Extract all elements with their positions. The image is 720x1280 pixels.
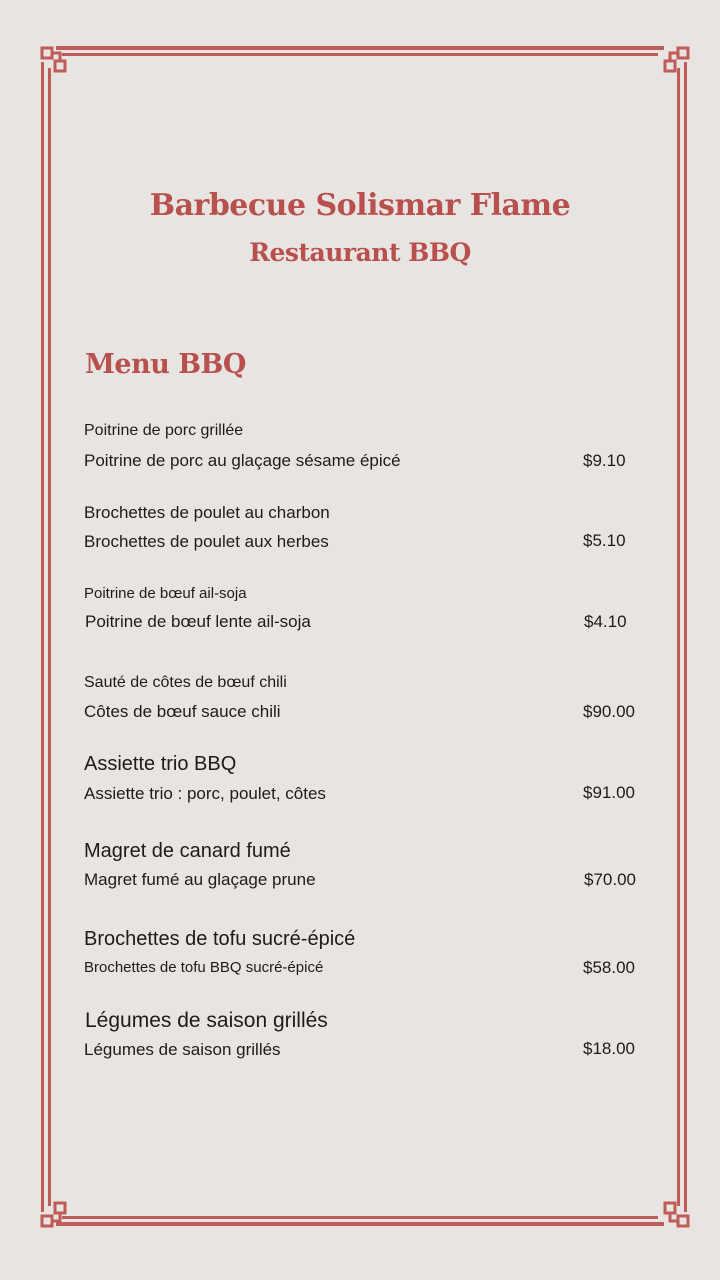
item-description: Brochettes de tofu BBQ sucré-épicé <box>84 959 324 976</box>
item-description: Légumes de saison grillés <box>84 1040 281 1059</box>
frame-top-inner <box>62 53 658 56</box>
frame-top-outer <box>56 46 664 50</box>
item-name: Légumes de saison grillés <box>85 1009 328 1032</box>
item-name: Poitrine de porc grillée <box>84 422 244 439</box>
item-description: Poitrine de bœuf lente ail-soja <box>85 612 311 631</box>
frame-right-outer <box>684 62 687 1212</box>
item-description: Assiette trio : porc, poulet, côtes <box>84 784 326 803</box>
item-description: Magret fumé au glaçage prune <box>84 870 316 889</box>
restaurant-title: Barbecue Solismar Flame <box>149 188 571 223</box>
item-price: $70.00 <box>584 870 636 889</box>
corner-ornament-icon <box>40 1198 70 1228</box>
item-price: $58.00 <box>583 958 635 977</box>
frame-bottom-inner <box>62 1216 658 1219</box>
frame-left-outer <box>41 62 44 1212</box>
item-description: Brochettes de poulet aux herbes <box>84 532 329 551</box>
item-name: Magret de canard fumé <box>84 840 291 862</box>
item-price: $4.10 <box>584 612 627 631</box>
corner-ornament-icon <box>660 46 690 76</box>
item-description: Côtes de bœuf sauce chili <box>84 702 281 721</box>
corner-ornament-icon <box>660 1198 690 1228</box>
corner-ornament-icon <box>40 46 70 76</box>
item-description: Poitrine de porc au glaçage sésame épicé <box>84 451 401 470</box>
item-name: Brochettes de poulet au charbon <box>84 503 330 522</box>
item-price: $91.00 <box>583 783 635 802</box>
item-name: Sauté de côtes de bœuf chili <box>84 674 287 691</box>
item-price: $5.10 <box>583 531 626 550</box>
item-name: Assiette trio BBQ <box>84 753 237 775</box>
item-name: Brochettes de tofu sucré-épicé <box>84 928 356 950</box>
section-title: Menu BBQ <box>85 349 246 380</box>
item-price: $9.10 <box>583 451 626 470</box>
restaurant-subtitle: Restaurant BBQ <box>249 238 471 267</box>
item-price: $90.00 <box>583 702 635 721</box>
item-name: Poitrine de bœuf ail-soja <box>84 585 247 602</box>
frame-bottom-outer <box>56 1222 664 1226</box>
item-price: $18.00 <box>583 1039 635 1058</box>
